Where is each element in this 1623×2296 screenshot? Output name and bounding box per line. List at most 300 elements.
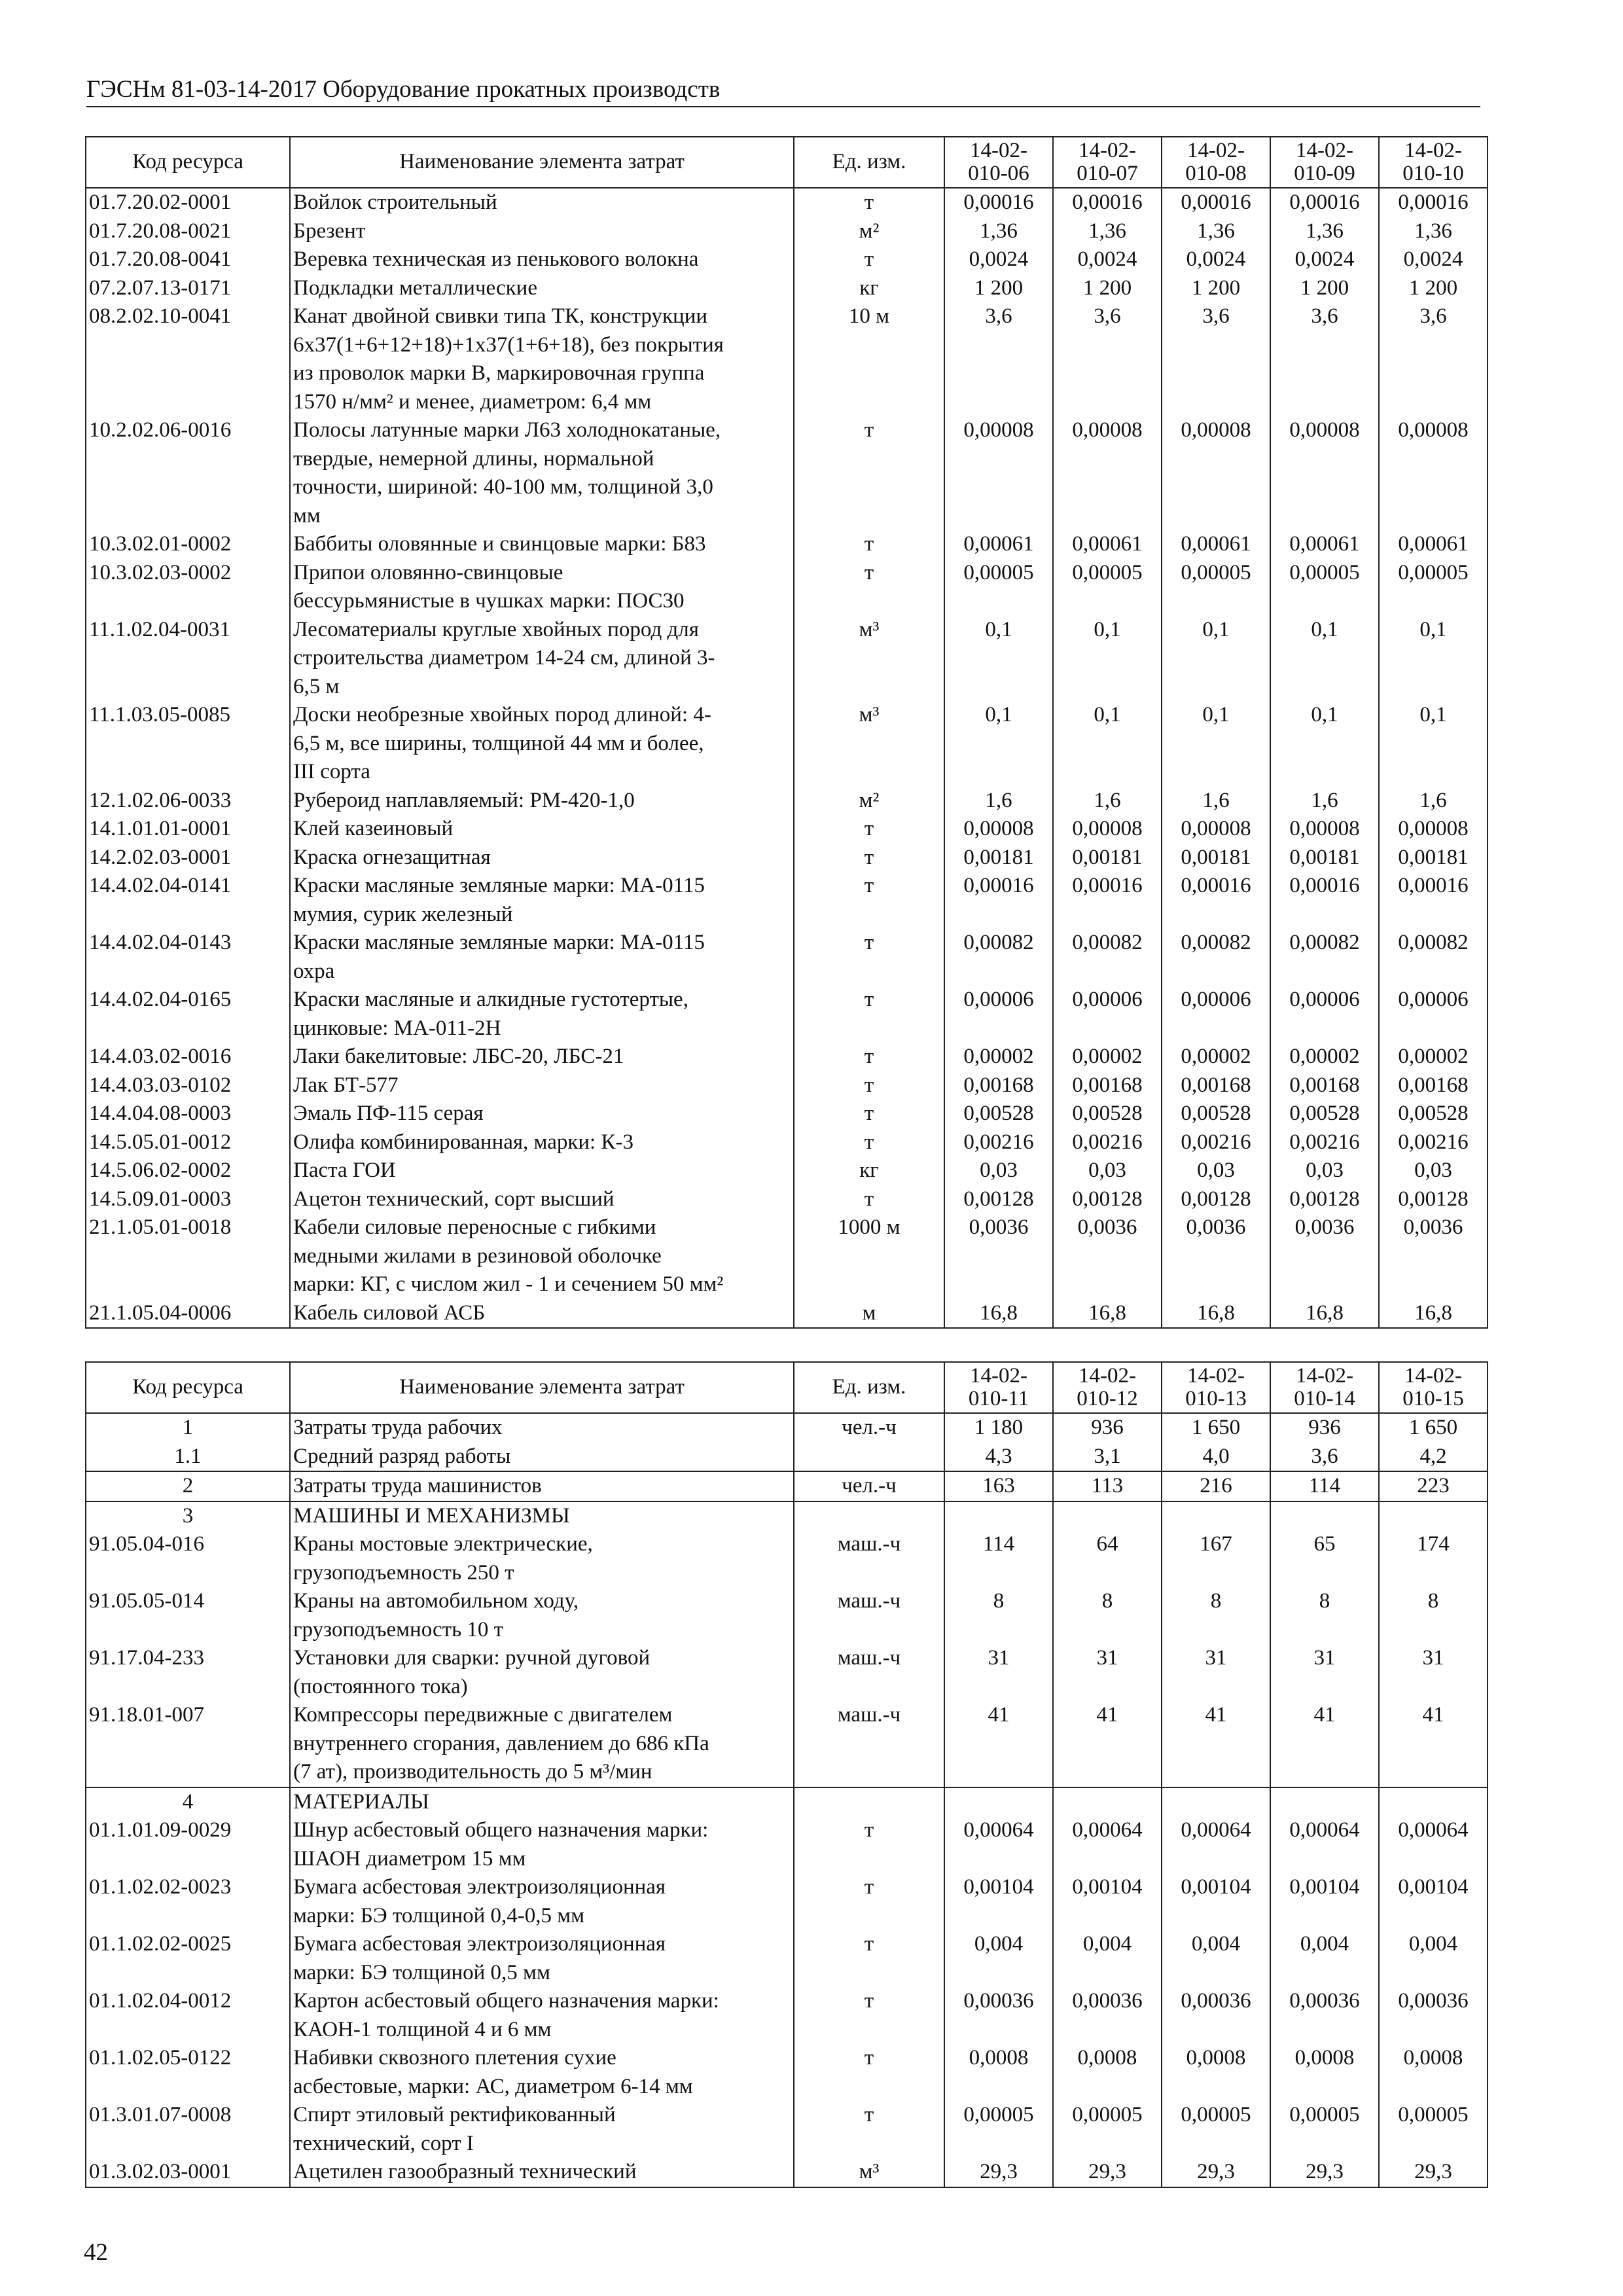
norm-value: 0,00005 — [1162, 559, 1270, 616]
resource-code: 01.7.20.08-0041 — [86, 245, 290, 274]
text-line: марки: БЭ толщиной 0,5 мм — [293, 1960, 550, 1984]
table-row — [86, 1299, 1488, 1329]
norm-value: 0,1 — [1270, 701, 1379, 787]
text-line: Рубероид наплавляемый: РМ-420-1,0 — [293, 788, 635, 812]
header-name: Наименование элемента затрат — [290, 137, 794, 188]
text-line: Средний разряд работы — [293, 1444, 511, 1468]
norm-value: 0,00528 — [1379, 1100, 1488, 1128]
norm-value — [1162, 1787, 1270, 1817]
norm-value: 1 200 — [1162, 274, 1270, 303]
resource-code: 01.1.02.05-0122 — [86, 2044, 290, 2101]
table-row — [86, 787, 1488, 816]
table-row — [86, 188, 1488, 217]
resource-name — [290, 274, 794, 303]
norm-value: 0,00008 — [1053, 815, 1162, 844]
resource-code: 91.05.05-014 — [86, 1587, 290, 1644]
table-row — [86, 1128, 1488, 1157]
resource-name — [290, 1157, 794, 1185]
table-row — [86, 872, 1488, 929]
norm-value: 0,00036 — [1379, 1987, 1488, 2044]
text-line: Кабели силовые переносные с гибкими — [293, 1215, 656, 1239]
norm-value: 0,00006 — [1162, 986, 1270, 1043]
table-row — [86, 1787, 1488, 1817]
norm-value: 0,00061 — [1053, 530, 1162, 559]
norm-value: 0,00528 — [944, 1100, 1053, 1128]
text-line: 010-08 — [1185, 162, 1247, 185]
unit: чел.-ч — [794, 1471, 944, 1501]
text-line: медными жилами в резиновой оболочке — [293, 1244, 662, 1268]
norm-value: 31 — [1162, 1644, 1270, 1701]
norm-value: 114 — [1270, 1471, 1379, 1501]
norm-value: 0,00061 — [944, 530, 1053, 559]
norm-value: 1,36 — [1162, 217, 1270, 246]
norm-value: 0,00005 — [1053, 2101, 1162, 2158]
norm-value — [1270, 1787, 1379, 1817]
norm-value: 41 — [1270, 1701, 1379, 1787]
norm-value: 29,3 — [1270, 2158, 1379, 2187]
resource-table-1 — [85, 136, 1488, 1329]
norm-value: 1,6 — [1053, 787, 1162, 816]
norm-value: 0,00016 — [1379, 872, 1488, 929]
norm-value: 0,00016 — [1162, 872, 1270, 929]
norm-value: 3,6 — [1162, 302, 1270, 416]
table-row — [86, 2158, 1488, 2187]
text-line: бессурьмянистые в чушках марки: ПОС30 — [293, 589, 685, 613]
norm-value: 0,00036 — [944, 1987, 1053, 2044]
norm-value: 0,1 — [1379, 701, 1488, 787]
norm-value: 1,36 — [944, 217, 1053, 246]
header-unit: Ед. изм. — [794, 1362, 944, 1413]
text-line: твердые, немерной длины, нормальной — [293, 446, 654, 471]
resource-code: 14.4.03.03-0102 — [86, 1071, 290, 1100]
resource-name — [290, 2158, 794, 2187]
resource-code: 10.2.02.06-0016 — [86, 416, 290, 530]
unit: т — [794, 844, 944, 872]
norm-value: 0,0036 — [1270, 1213, 1379, 1299]
resource-name — [290, 1471, 794, 1501]
resource-code: 01.7.20.08-0021 — [86, 217, 290, 246]
norm-value: 0,00005 — [1379, 559, 1488, 616]
resource-name — [290, 1587, 794, 1644]
norm-value: 1,6 — [1270, 787, 1379, 816]
text-line: Установки для сварки: ручной дуговой — [293, 1646, 651, 1670]
text-line: Компрессоры передвижные с двигателем — [293, 1703, 673, 1727]
norm-value: 0,00528 — [1053, 1100, 1162, 1128]
text-line: КАОН-1 толщиной 4 и 6 мм — [293, 2017, 552, 2041]
resource-name — [290, 1443, 794, 1472]
resource-name — [290, 1501, 794, 1531]
unit: т — [794, 188, 944, 217]
text-line: Набивки сквозного плетения сухие — [293, 2046, 616, 2070]
text-line: Краска огнезащитная — [293, 845, 491, 869]
text-line: Доски необрезные хвойных пород длиной: 4- — [293, 703, 711, 726]
unit: м³ — [794, 616, 944, 702]
unit — [794, 1443, 944, 1472]
norm-value: 3,6 — [944, 302, 1053, 416]
norm-value: 0,0024 — [1270, 245, 1379, 274]
norm-value: 0,00064 — [1270, 1816, 1379, 1873]
text-line: марки: БЭ толщиной 0,4-0,5 мм — [293, 1903, 585, 1928]
norm-value: 0,00016 — [944, 872, 1053, 929]
resource-name — [290, 872, 794, 929]
unit: т — [794, 2101, 944, 2158]
text-line: технический, сорт I — [293, 2131, 474, 2155]
unit: кг — [794, 1157, 944, 1185]
norm-value: 114 — [944, 1530, 1053, 1587]
table-row — [86, 1701, 1488, 1787]
text-line: Краны мостовые электрические, — [293, 1532, 593, 1556]
norm-value: 0,00216 — [1053, 1128, 1162, 1157]
resource-code: 91.17.04-233 — [86, 1644, 290, 1701]
norm-value: 4,0 — [1162, 1443, 1270, 1472]
norm-value: 29,3 — [1379, 2158, 1488, 2187]
resource-name — [290, 1128, 794, 1157]
text-line: строительства диаметром 14-24 см, длиной 3- — [293, 646, 715, 670]
norm-value: 0,00128 — [944, 1185, 1053, 1214]
norm-value: 0,0008 — [1379, 2044, 1488, 2101]
text-line: 010-06 — [968, 162, 1029, 185]
unit: т — [794, 1128, 944, 1157]
text-line: Краски масляные земляные марки: МА-0115 — [293, 931, 705, 954]
norm-value: 0,0024 — [1053, 245, 1162, 274]
norm-value: 0,00006 — [1053, 986, 1162, 1043]
norm-value: 0,00064 — [1162, 1816, 1270, 1873]
unit: т — [794, 245, 944, 274]
header-row — [86, 137, 1488, 188]
resource-code: 01.7.20.02-0001 — [86, 188, 290, 217]
text-line: Бумага асбестовая электроизоляционная — [293, 1932, 666, 1956]
resource-name — [290, 302, 794, 416]
header-norm-code — [1162, 137, 1270, 188]
norm-value: 8 — [944, 1587, 1053, 1644]
norm-value: 0,0036 — [1379, 1213, 1488, 1299]
table-row — [86, 929, 1488, 986]
table-row — [86, 416, 1488, 530]
norm-value: 163 — [944, 1471, 1053, 1501]
norm-value: 0,00181 — [1379, 844, 1488, 872]
unit: т — [794, 559, 944, 616]
norm-value: 0,00061 — [1270, 530, 1379, 559]
text-line: Припои оловянно-свинцовые — [293, 560, 563, 584]
text-line: 14-02- — [970, 139, 1027, 162]
norm-value: 41 — [944, 1701, 1053, 1787]
norm-value: 0,00005 — [1270, 559, 1379, 616]
resource-code: 01.1.01.09-0029 — [86, 1816, 290, 1873]
unit: маш.-ч — [794, 1530, 944, 1587]
norm-value: 31 — [1270, 1644, 1379, 1701]
norm-value — [1162, 1501, 1270, 1531]
text-line: Лесоматериалы круглые хвойных пород для — [293, 617, 699, 641]
header-norm-code — [1379, 1362, 1488, 1413]
resource-name — [290, 986, 794, 1043]
norm-value: 3,1 — [1053, 1443, 1162, 1472]
text-line: Ацетон технический, сорт высший — [293, 1187, 615, 1211]
table-row — [86, 1213, 1488, 1299]
norm-value: 0,0024 — [1162, 245, 1270, 274]
norm-value: 0,00168 — [1162, 1071, 1270, 1100]
text-line: Лаки бакелитовые: ЛБС-20, ЛБС-21 — [293, 1045, 624, 1068]
resource-code: 21.1.05.04-0006 — [86, 1299, 290, 1329]
resource-code: 07.2.07.13-0171 — [86, 274, 290, 303]
table-row — [86, 2101, 1488, 2158]
resource-name — [290, 929, 794, 986]
unit: 10 м — [794, 302, 944, 416]
norm-value: 0,1 — [1162, 701, 1270, 787]
text-line: Лак БТ-577 — [293, 1073, 399, 1097]
norm-value: 0,00061 — [1379, 530, 1488, 559]
norm-value: 0,00006 — [1270, 986, 1379, 1043]
norm-value: 174 — [1379, 1530, 1488, 1587]
header-norm-code — [1270, 1362, 1379, 1413]
norm-value: 0,00016 — [944, 188, 1053, 217]
norm-value: 41 — [1053, 1701, 1162, 1787]
resource-name — [290, 1816, 794, 1873]
text-line: Спирт этиловый ректификованный — [293, 2103, 616, 2126]
text-line: грузоподъемность 10 т — [293, 1617, 504, 1641]
norm-value: 0,00036 — [1162, 1987, 1270, 2044]
header-norm-code — [1053, 137, 1162, 188]
resource-name — [290, 701, 794, 787]
unit: м³ — [794, 701, 944, 787]
norm-value: 0,00104 — [1053, 1873, 1162, 1930]
norm-value: 41 — [1162, 1701, 1270, 1787]
resource-code: 1 — [86, 1413, 290, 1443]
norm-value: 0,0036 — [1053, 1213, 1162, 1299]
document-title: ГЭСНм 81-03-14-2017 Оборудование прокатных производств — [86, 76, 721, 103]
resource-name — [290, 815, 794, 844]
table-row — [86, 1930, 1488, 1987]
resource-name — [290, 1043, 794, 1071]
resource-name — [290, 1530, 794, 1587]
resource-code: 01.3.01.07-0008 — [86, 2101, 290, 2158]
text-line: Краски масляные земляные марки: МА-0115 — [293, 874, 705, 897]
resource-name — [290, 616, 794, 702]
table-row — [86, 616, 1488, 702]
norm-value: 1,6 — [1162, 787, 1270, 816]
text-line: МАШИНЫ И МЕХАНИЗМЫ — [293, 1503, 570, 1528]
table-row — [86, 274, 1488, 303]
norm-value: 0,00082 — [1053, 929, 1162, 986]
text-line: 010-11 — [968, 1387, 1029, 1410]
resource-name — [290, 530, 794, 559]
norm-value: 0,00528 — [1270, 1100, 1379, 1128]
table-row — [86, 1816, 1488, 1873]
norm-value: 0,00216 — [1162, 1128, 1270, 1157]
norm-value: 29,3 — [1053, 2158, 1162, 2187]
norm-value: 0,00005 — [1053, 559, 1162, 616]
resource-name — [290, 1987, 794, 2044]
norm-value: 0,00016 — [1053, 872, 1162, 929]
unit: маш.-ч — [794, 1587, 944, 1644]
resource-name — [290, 416, 794, 530]
text-line: Краски масляные и алкидные густотертые, — [293, 988, 688, 1011]
resource-name — [290, 844, 794, 872]
norm-value: 16,8 — [944, 1299, 1053, 1329]
resource-name — [290, 1299, 794, 1329]
page-header — [86, 73, 1480, 107]
norm-value: 0,00128 — [1162, 1185, 1270, 1214]
resource-code: 4 — [86, 1787, 290, 1817]
norm-value: 0,00002 — [1379, 1043, 1488, 1071]
norm-value — [1053, 1787, 1162, 1817]
resource-name — [290, 1873, 794, 1930]
norm-value: 0,00008 — [1379, 815, 1488, 844]
norm-value: 3,6 — [1270, 1443, 1379, 1472]
text-line: цинковые: МА-011-2Н — [293, 1016, 501, 1040]
resource-code: 10.3.02.01-0002 — [86, 530, 290, 559]
norm-value: 1 180 — [944, 1413, 1053, 1443]
text-line: мумия, сурик железный — [293, 902, 513, 926]
text-line: Канат двойной свивки типа ТК, конструкции — [293, 304, 708, 328]
norm-value: 0,00006 — [944, 986, 1053, 1043]
text-line: охра — [293, 959, 335, 983]
text-line: 14-02- — [1079, 139, 1136, 162]
table-row — [86, 2044, 1488, 2101]
norm-value: 0,00008 — [1270, 416, 1379, 530]
norm-value: 65 — [1270, 1530, 1379, 1587]
text-line: 010-07 — [1077, 162, 1138, 185]
text-line: мм — [293, 503, 321, 528]
header-row — [86, 1362, 1488, 1413]
norm-value: 0,00008 — [944, 815, 1053, 844]
norm-value: 0,1 — [1270, 616, 1379, 702]
norm-value: 29,3 — [1162, 2158, 1270, 2187]
text-line: асбестовые, марки: АС, диаметром 6-14 мм — [293, 2074, 693, 2098]
resource-code: 08.2.02.10-0041 — [86, 302, 290, 416]
norm-value — [1053, 1501, 1162, 1531]
norm-value: 0,00104 — [1270, 1873, 1379, 1930]
unit: м² — [794, 217, 944, 246]
resource-code: 14.5.09.01-0003 — [86, 1185, 290, 1214]
header-code: Код ресурса — [86, 1362, 290, 1413]
unit: т — [794, 929, 944, 986]
unit: т — [794, 2044, 944, 2101]
norm-value: 0,00128 — [1270, 1185, 1379, 1214]
norm-value: 113 — [1053, 1471, 1162, 1501]
norm-value: 0,004 — [1053, 1930, 1162, 1987]
norm-value: 0,00168 — [1270, 1071, 1379, 1100]
text-line: Клей казеиновый — [293, 817, 454, 840]
norm-value: 0,00008 — [1379, 416, 1488, 530]
norm-value: 0,1 — [1162, 616, 1270, 702]
table-row — [86, 1987, 1488, 2044]
text-line: 14-02- — [1404, 139, 1462, 162]
norm-value: 1,36 — [1379, 217, 1488, 246]
norm-value: 0,1 — [1379, 616, 1488, 702]
unit: 1000 м — [794, 1213, 944, 1299]
unit: т — [794, 1987, 944, 2044]
resource-code: 11.1.02.04-0031 — [86, 616, 290, 702]
norm-value: 0,00016 — [1162, 188, 1270, 217]
norm-value: 0,00168 — [1053, 1071, 1162, 1100]
unit: м² — [794, 787, 944, 816]
norm-value: 16,8 — [1053, 1299, 1162, 1329]
resource-code: 01.1.02.02-0025 — [86, 1930, 290, 1987]
norm-value — [1270, 1501, 1379, 1531]
norm-value: 0,00036 — [1053, 1987, 1162, 2044]
norm-value: 16,8 — [1162, 1299, 1270, 1329]
norm-value: 0,0008 — [1270, 2044, 1379, 2101]
text-line: 14-02- — [1296, 139, 1353, 162]
text-line: Веревка техническая из пенькового волокна — [293, 247, 699, 271]
header-norm-code — [1379, 137, 1488, 188]
text-line: III сорта — [293, 760, 370, 783]
text-line: Эмаль ПФ-115 серая — [293, 1102, 484, 1125]
resource-name — [290, 2101, 794, 2158]
header-norm-code — [1053, 1362, 1162, 1413]
norm-value: 8 — [1270, 1587, 1379, 1644]
resource-code: 21.1.05.01-0018 — [86, 1213, 290, 1299]
norm-value: 1 200 — [1270, 274, 1379, 303]
norm-value: 31 — [1379, 1644, 1488, 1701]
unit: т — [794, 815, 944, 844]
norm-value: 936 — [1053, 1413, 1162, 1443]
text-line: Полосы латунные марки Л63 холоднокатаные, — [293, 418, 721, 442]
norm-value: 0,00005 — [1379, 2101, 1488, 2158]
text-line: Затраты труда рабочих — [293, 1416, 503, 1439]
header-name: Наименование элемента затрат — [290, 1362, 794, 1413]
norm-value: 0,00082 — [1270, 929, 1379, 986]
text-line: внутреннего сгорания, давлением до 686 кПа — [293, 1731, 709, 1755]
unit: т — [794, 1930, 944, 1987]
text-line: Кабель силовой АСБ — [293, 1300, 486, 1325]
unit — [794, 1787, 944, 1817]
text-line: 6,5 м, все ширины, толщиной 44 мм и более, — [293, 731, 704, 755]
text-line: Брезент — [293, 219, 366, 243]
norm-value: 8 — [1162, 1587, 1270, 1644]
norm-value: 4,2 — [1379, 1443, 1488, 1472]
norm-value: 0,0008 — [944, 2044, 1053, 2101]
norm-value: 8 — [1053, 1587, 1162, 1644]
norm-value: 0,0024 — [1379, 245, 1488, 274]
norm-value: 0,00128 — [1379, 1185, 1488, 1214]
norm-value: 1,36 — [1270, 217, 1379, 246]
table-row — [86, 1443, 1488, 1472]
unit: м — [794, 1299, 944, 1329]
table-row — [86, 701, 1488, 787]
norm-value: 0,00216 — [1379, 1128, 1488, 1157]
table-row — [86, 302, 1488, 416]
text-line: (7 ат), производительность до 5 м³/мин — [293, 1760, 652, 1784]
resource-code: 14.5.06.02-0002 — [86, 1157, 290, 1185]
norm-value: 0,0008 — [1162, 2044, 1270, 2101]
text-line: Бумага асбестовая электроизоляционная — [293, 1875, 666, 1899]
norm-value: 0,1 — [1053, 616, 1162, 702]
norm-value: 0,00008 — [1270, 815, 1379, 844]
norm-value: 0,03 — [1270, 1157, 1379, 1185]
resource-code: 91.18.01-007 — [86, 1701, 290, 1787]
header-code: Код ресурса — [86, 137, 290, 188]
text-line: Картон асбестовый общего назначения марки: — [293, 1989, 719, 2013]
norm-value: 0,00061 — [1162, 530, 1270, 559]
norm-value: 0,00016 — [1270, 188, 1379, 217]
resource-name — [290, 1930, 794, 1987]
text-line: из проволок марки В, маркировочная группа — [293, 361, 705, 385]
norm-value: 29,3 — [944, 2158, 1053, 2187]
resource-code: 01.3.02.03-0001 — [86, 2158, 290, 2187]
table-row — [86, 1185, 1488, 1214]
resource-name — [290, 188, 794, 217]
norm-value: 0,00008 — [1162, 815, 1270, 844]
unit: т — [794, 1873, 944, 1930]
norm-value: 0,00064 — [944, 1816, 1053, 1873]
resource-code: 01.1.02.04-0012 — [86, 1987, 290, 2044]
norm-value: 216 — [1162, 1471, 1270, 1501]
norm-value: 0,1 — [944, 616, 1053, 702]
text-line: 14-02- — [1079, 1364, 1136, 1388]
norm-value: 0,00181 — [1270, 844, 1379, 872]
resource-code: 14.4.02.04-0165 — [86, 986, 290, 1043]
